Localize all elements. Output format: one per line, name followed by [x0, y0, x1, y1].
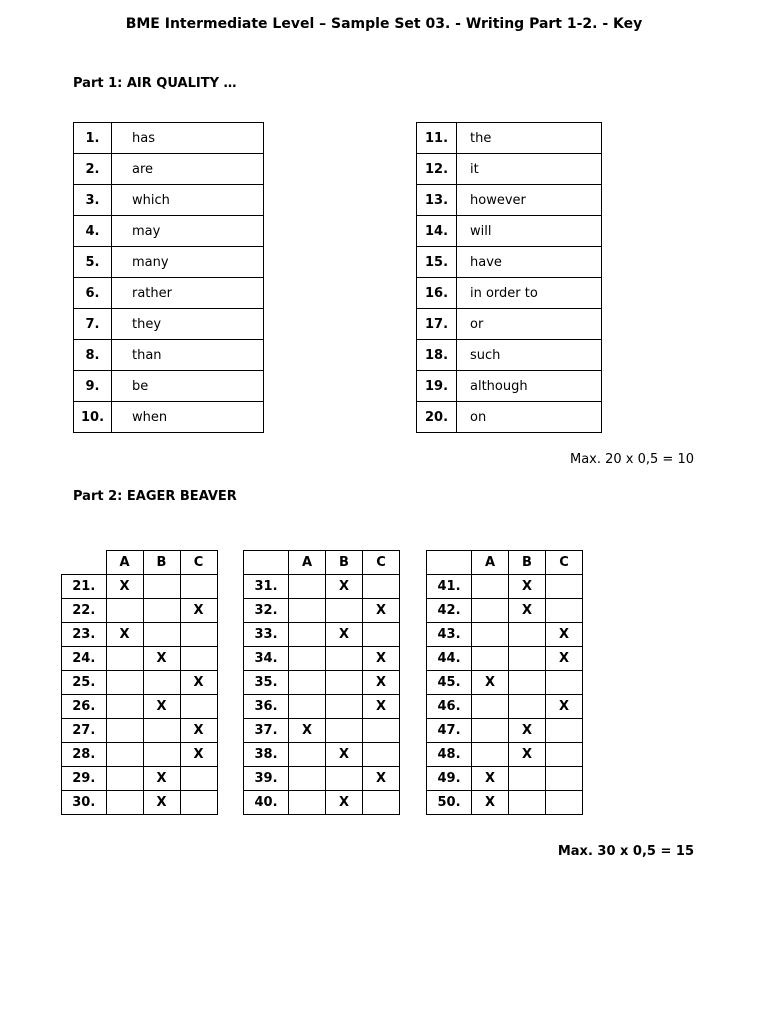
- header-row: [427, 551, 583, 575]
- option-cell-c: [180, 647, 217, 671]
- option-cell-a: [289, 743, 326, 767]
- option-cell-c: [363, 671, 400, 695]
- part1-heading: Part 1: AIR QUALITY …: [73, 76, 237, 91]
- option-cell-a: [472, 647, 509, 671]
- item-number: 39.: [244, 767, 289, 791]
- item-number: 7.: [74, 309, 112, 340]
- answer-row: [417, 247, 602, 278]
- option-cell-b: [509, 743, 546, 767]
- option-cell-c: [546, 575, 583, 599]
- option-cell-c: [363, 623, 400, 647]
- header-corner: [427, 551, 472, 575]
- answer-row: [427, 767, 583, 791]
- page-title: BME Intermediate Level – Sample Set 03. - Writing Part 1-2. - Key: [125, 16, 643, 32]
- item-number: 18.: [417, 340, 457, 371]
- answer-mark: X: [521, 747, 533, 762]
- answer-mark: X: [156, 699, 167, 714]
- option-cell-b: [509, 719, 546, 743]
- answer-row: [62, 671, 218, 695]
- answer-row: [74, 154, 264, 185]
- column-header-c: C: [180, 551, 217, 575]
- option-cell-c: [363, 767, 400, 791]
- column-header-b: B: [143, 551, 180, 575]
- answer-row: [62, 575, 218, 599]
- answer-mark: X: [156, 771, 167, 786]
- option-cell-a: [289, 575, 326, 599]
- option-cell-c: [180, 743, 217, 767]
- option-cell-b: [143, 791, 180, 815]
- option-cell-a: [289, 671, 326, 695]
- option-cell-c: [180, 767, 217, 791]
- item-number: 43.: [427, 623, 472, 647]
- item-number: 37.: [244, 719, 289, 743]
- answer-row: [417, 123, 602, 154]
- option-cell-b: [509, 599, 546, 623]
- option-cell-c: [546, 767, 583, 791]
- option-cell-b: [509, 767, 546, 791]
- option-cell-c: [546, 623, 583, 647]
- option-cell-c: [363, 719, 400, 743]
- option-cell-a: [289, 623, 326, 647]
- item-number: 17.: [417, 309, 457, 340]
- answer-row: [427, 719, 583, 743]
- part2-heading: Part 2: EAGER BEAVER: [73, 489, 237, 504]
- answer-word: rather: [112, 278, 264, 309]
- answer-word: in order to: [457, 278, 602, 309]
- option-cell-b: [326, 767, 363, 791]
- answer-mark: X: [301, 723, 313, 738]
- answer-row: [74, 309, 264, 340]
- answer-row: [417, 185, 602, 216]
- answer-word: will: [457, 216, 602, 247]
- item-number: 30.: [62, 791, 107, 815]
- item-number: 35.: [244, 671, 289, 695]
- item-number: 34.: [244, 647, 289, 671]
- part2-table-3: [426, 550, 583, 815]
- answer-row: [427, 599, 583, 623]
- option-cell-a: [106, 671, 143, 695]
- answer-word: the: [457, 123, 602, 154]
- option-cell-c: [180, 671, 217, 695]
- option-cell-a: [106, 719, 143, 743]
- option-cell-a: [472, 575, 509, 599]
- option-cell-a: [106, 695, 143, 719]
- answer-mark: X: [558, 651, 570, 666]
- answer-row: [62, 647, 218, 671]
- answer-mark: X: [193, 603, 204, 618]
- item-number: 46.: [427, 695, 472, 719]
- item-number: 12.: [417, 154, 457, 185]
- answer-row: [427, 791, 583, 815]
- answer-row: [244, 791, 400, 815]
- answer-word: than: [112, 340, 264, 371]
- option-cell-c: [180, 695, 217, 719]
- answer-word: which: [112, 185, 264, 216]
- answer-row: [427, 647, 583, 671]
- option-cell-a: [472, 695, 509, 719]
- answer-word: they: [112, 309, 264, 340]
- option-cell-a: [106, 647, 143, 671]
- item-number: 25.: [62, 671, 107, 695]
- option-cell-b: [143, 743, 180, 767]
- part1-max-score: Max. 20 x 0,5 = 10: [569, 452, 694, 467]
- option-cell-a: [472, 791, 509, 815]
- column-header-a: A: [289, 551, 326, 575]
- part2-max-score: Max. 30 x 0,5 = 15: [557, 844, 694, 859]
- column-header-a: A: [472, 551, 509, 575]
- answer-mark: X: [521, 723, 533, 738]
- item-number: 10.: [74, 402, 112, 433]
- answer-word: or: [457, 309, 602, 340]
- option-cell-a: [472, 719, 509, 743]
- answer-row: [417, 278, 602, 309]
- answer-mark: X: [521, 579, 533, 594]
- option-cell-c: [546, 719, 583, 743]
- answer-word: however: [457, 185, 602, 216]
- answer-mark: X: [375, 603, 387, 618]
- header-row: [244, 551, 400, 575]
- option-cell-a: [289, 719, 326, 743]
- option-cell-c: [363, 575, 400, 599]
- answer-word: although: [457, 371, 602, 402]
- answer-word: such: [457, 340, 602, 371]
- item-number: 14.: [417, 216, 457, 247]
- option-cell-b: [143, 623, 180, 647]
- answer-word: many: [112, 247, 264, 278]
- answer-row: [74, 371, 264, 402]
- answer-word: when: [112, 402, 264, 433]
- answer-word: has: [112, 123, 264, 154]
- item-number: 33.: [244, 623, 289, 647]
- answer-row: [244, 719, 400, 743]
- item-number: 5.: [74, 247, 112, 278]
- answer-row: [427, 575, 583, 599]
- answer-mark: X: [558, 627, 570, 642]
- answer-mark: X: [156, 795, 167, 810]
- item-number: 19.: [417, 371, 457, 402]
- answer-row: [62, 743, 218, 767]
- item-number: 50.: [427, 791, 472, 815]
- option-cell-b: [326, 671, 363, 695]
- answer-row: [74, 123, 264, 154]
- option-cell-a: [106, 767, 143, 791]
- item-number: 49.: [427, 767, 472, 791]
- option-cell-b: [326, 599, 363, 623]
- answer-mark: X: [484, 675, 496, 690]
- item-number: 32.: [244, 599, 289, 623]
- answer-mark: X: [375, 771, 387, 786]
- answer-mark: X: [375, 675, 387, 690]
- option-cell-b: [143, 575, 180, 599]
- answer-row: [62, 623, 218, 647]
- answer-mark: X: [338, 627, 350, 642]
- option-cell-b: [143, 767, 180, 791]
- item-number: 9.: [74, 371, 112, 402]
- answer-row: [244, 623, 400, 647]
- answer-row: [62, 791, 218, 815]
- item-number: 36.: [244, 695, 289, 719]
- option-cell-b: [509, 575, 546, 599]
- item-number: 22.: [62, 599, 107, 623]
- item-number: 48.: [427, 743, 472, 767]
- option-cell-c: [363, 599, 400, 623]
- answer-mark: X: [375, 651, 387, 666]
- item-number: 3.: [74, 185, 112, 216]
- item-number: 28.: [62, 743, 107, 767]
- answer-row: [244, 599, 400, 623]
- column-header-b: B: [326, 551, 363, 575]
- answer-mark: X: [119, 627, 130, 642]
- answer-row: [244, 575, 400, 599]
- column-header-c: C: [363, 551, 400, 575]
- item-number: 2.: [74, 154, 112, 185]
- option-cell-b: [326, 575, 363, 599]
- option-cell-b: [326, 719, 363, 743]
- option-cell-c: [180, 791, 217, 815]
- option-cell-b: [326, 695, 363, 719]
- answer-row: [244, 695, 400, 719]
- answer-mark: X: [119, 579, 130, 594]
- answer-row: [74, 402, 264, 433]
- answer-row: [417, 402, 602, 433]
- answer-mark: X: [338, 747, 350, 762]
- answer-row: [62, 767, 218, 791]
- option-cell-a: [472, 623, 509, 647]
- option-cell-a: [106, 599, 143, 623]
- item-number: 47.: [427, 719, 472, 743]
- answer-row: [244, 647, 400, 671]
- answer-row: [74, 216, 264, 247]
- answer-mark: X: [558, 699, 570, 714]
- item-number: 27.: [62, 719, 107, 743]
- option-cell-b: [326, 623, 363, 647]
- option-cell-b: [143, 647, 180, 671]
- answer-row: [62, 719, 218, 743]
- answer-word: have: [457, 247, 602, 278]
- item-number: 6.: [74, 278, 112, 309]
- item-number: 23.: [62, 623, 107, 647]
- column-header-a: A: [106, 551, 143, 575]
- answer-row: [244, 767, 400, 791]
- item-number: 26.: [62, 695, 107, 719]
- item-number: 13.: [417, 185, 457, 216]
- answer-row: [427, 743, 583, 767]
- header-corner: [244, 551, 289, 575]
- option-cell-b: [509, 695, 546, 719]
- option-cell-b: [143, 695, 180, 719]
- item-number: 11.: [417, 123, 457, 154]
- answer-word: may: [112, 216, 264, 247]
- option-cell-a: [472, 599, 509, 623]
- answer-mark: X: [193, 747, 204, 762]
- answer-row: [417, 340, 602, 371]
- item-number: 31.: [244, 575, 289, 599]
- option-cell-a: [472, 743, 509, 767]
- answer-word: on: [457, 402, 602, 433]
- item-number: 42.: [427, 599, 472, 623]
- item-number: 44.: [427, 647, 472, 671]
- option-cell-b: [326, 743, 363, 767]
- option-cell-a: [472, 671, 509, 695]
- option-cell-c: [546, 671, 583, 695]
- item-number: 38.: [244, 743, 289, 767]
- answer-row: [427, 623, 583, 647]
- item-number: 29.: [62, 767, 107, 791]
- header-row: [62, 551, 218, 575]
- option-cell-c: [546, 791, 583, 815]
- answer-word: be: [112, 371, 264, 402]
- answer-row: [74, 278, 264, 309]
- option-cell-c: [546, 647, 583, 671]
- answer-mark: X: [193, 675, 204, 690]
- option-cell-a: [289, 791, 326, 815]
- answer-row: [417, 309, 602, 340]
- option-cell-b: [326, 647, 363, 671]
- answer-mark: X: [375, 699, 387, 714]
- answer-row: [244, 671, 400, 695]
- answer-row: [74, 185, 264, 216]
- option-cell-c: [180, 575, 217, 599]
- option-cell-c: [546, 599, 583, 623]
- option-cell-a: [289, 599, 326, 623]
- part1-left-table: [73, 122, 264, 433]
- option-cell-a: [289, 695, 326, 719]
- option-cell-b: [509, 671, 546, 695]
- option-cell-a: [289, 647, 326, 671]
- option-cell-b: [143, 719, 180, 743]
- item-number: 4.: [74, 216, 112, 247]
- item-number: 24.: [62, 647, 107, 671]
- answer-row: [74, 247, 264, 278]
- item-number: 41.: [427, 575, 472, 599]
- answer-word: it: [457, 154, 602, 185]
- answer-word: are: [112, 154, 264, 185]
- option-cell-c: [363, 695, 400, 719]
- answer-row: [417, 154, 602, 185]
- item-number: 20.: [417, 402, 457, 433]
- option-cell-c: [180, 623, 217, 647]
- answer-row: [74, 340, 264, 371]
- answer-row: [417, 371, 602, 402]
- option-cell-a: [106, 623, 143, 647]
- answer-mark: X: [193, 723, 204, 738]
- item-number: 45.: [427, 671, 472, 695]
- option-cell-b: [143, 671, 180, 695]
- option-cell-a: [289, 767, 326, 791]
- answer-mark: X: [156, 651, 167, 666]
- part2-table-1: [61, 550, 218, 815]
- answer-mark: X: [521, 603, 533, 618]
- option-cell-c: [546, 695, 583, 719]
- option-cell-c: [363, 791, 400, 815]
- option-cell-b: [509, 791, 546, 815]
- answer-row: [427, 671, 583, 695]
- column-header-c: C: [546, 551, 583, 575]
- option-cell-a: [106, 743, 143, 767]
- item-number: 15.: [417, 247, 457, 278]
- option-cell-c: [180, 599, 217, 623]
- part1-right-table: [416, 122, 602, 433]
- answer-mark: X: [338, 579, 350, 594]
- part2-table-2: [243, 550, 400, 815]
- item-number: 21.: [62, 575, 107, 599]
- item-number: 40.: [244, 791, 289, 815]
- answer-mark: X: [484, 795, 496, 810]
- option-cell-b: [509, 647, 546, 671]
- answer-row: [417, 216, 602, 247]
- item-number: 16.: [417, 278, 457, 309]
- answer-mark: X: [484, 771, 496, 786]
- option-cell-c: [363, 647, 400, 671]
- answer-mark: X: [338, 795, 350, 810]
- option-cell-a: [106, 575, 143, 599]
- item-number: 1.: [74, 123, 112, 154]
- answer-row: [244, 743, 400, 767]
- option-cell-a: [472, 767, 509, 791]
- item-number: 8.: [74, 340, 112, 371]
- option-cell-b: [143, 599, 180, 623]
- option-cell-c: [546, 743, 583, 767]
- option-cell-a: [106, 791, 143, 815]
- option-cell-c: [180, 719, 217, 743]
- header-corner: [62, 551, 107, 575]
- option-cell-c: [363, 743, 400, 767]
- answer-row: [427, 695, 583, 719]
- column-header-b: B: [509, 551, 546, 575]
- option-cell-b: [326, 791, 363, 815]
- option-cell-b: [509, 623, 546, 647]
- answer-row: [62, 599, 218, 623]
- answer-row: [62, 695, 218, 719]
